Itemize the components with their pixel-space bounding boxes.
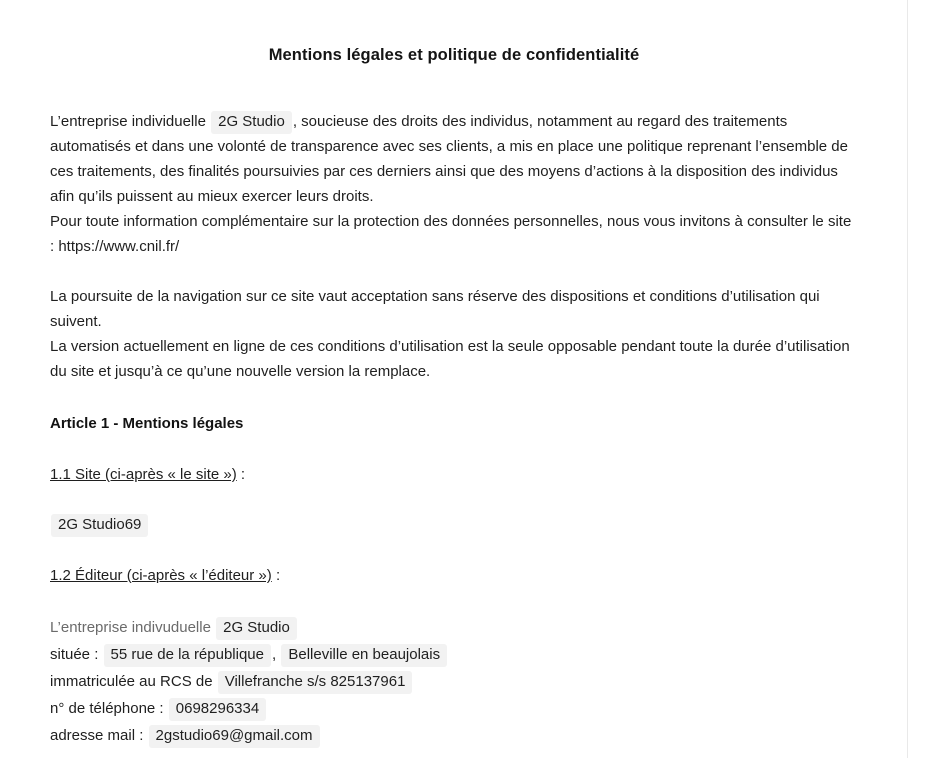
editor-phone-field[interactable]: 0698296334 — [169, 698, 266, 721]
site-name-row — [50, 487, 858, 537]
editor-email-line — [50, 722, 858, 749]
article-1-heading: Article 1 - Mentions légales — [50, 415, 244, 432]
section-1-1-suffix: : — [236, 466, 246, 483]
editor-city-field[interactable]: Belleville en beaujolais — [281, 644, 447, 667]
section-1-2-suffix: : — [271, 567, 281, 584]
intro-lead-text: L’entreprise individuelle — [50, 113, 206, 130]
editor-details-block — [50, 588, 858, 749]
navigation-text: La poursuite de la navigation sur ce site vaut acceptation sans réserve des dispositions et conditions d’utilisation qui suivent. — [50, 288, 820, 330]
editor-email-label: adresse mail : — [50, 727, 144, 744]
editor-address-label: située : — [50, 646, 99, 663]
cnil-line: Pour toute information complémentaire sur la protection des données personnelles, nous vous invitons à consulter le site : https://www.cnil.fr/ — [50, 213, 852, 255]
section-1-1-label: 1.1 Site (ci-après « le site ») — [50, 466, 237, 483]
editor-rcs-field[interactable]: Villefranche s/s 825137961 — [218, 671, 413, 694]
editor-email-field[interactable]: 2gstudio69@gmail.com — [149, 725, 320, 748]
editor-phone-line — [50, 695, 858, 722]
editor-rcs-line — [50, 668, 858, 695]
editor-rcs-label: immatriculée au RCS de — [50, 673, 213, 690]
editor-company-field[interactable]: 2G Studio — [216, 617, 297, 640]
editor-address-separator: , — [272, 646, 277, 663]
editor-phone-label: n° de téléphone : — [50, 700, 164, 717]
editor-address-line — [50, 641, 858, 668]
editor-street-field[interactable]: 55 rue de la république — [104, 644, 271, 667]
section-1-2-label: 1.2 Éditeur (ci-après « l’éditeur ») — [50, 567, 272, 584]
navigation-paragraph — [50, 284, 858, 384]
page-title: Mentions légales et politique de confidentialité — [268, 46, 640, 64]
version-text: La version actuellement en ligne de ces conditions d’utilisation est la seule opposable pendant toute la durée d’utilisation du site et jusqu’à ce qu’une nouvelle version la remplace. — [50, 338, 850, 380]
company-name-field[interactable]: 2G Studio — [211, 111, 292, 134]
page-right-gutter — [907, 0, 928, 758]
site-name-field[interactable]: 2G Studio69 — [51, 514, 148, 537]
section-1-2-heading — [50, 537, 858, 588]
document-content — [0, 109, 908, 749]
intro-rest-text: , soucieuse des droits des individus, notamment au regard des traitements automatisés et dans une volonté de transparence avec ses clients, a mis en place une politique reprenant l’ensemble de ces traitements, des finalités poursuivies par ces derniers ainsi que des moyens d’actions à la disposition des individus afin qu’ils puissent au mieux exercer leurs droits. — [50, 113, 848, 205]
section-1-1-heading — [50, 436, 858, 487]
editor-company-label: L’entreprise indivuduelle — [50, 619, 211, 636]
editor-company-line — [50, 614, 858, 641]
intro-paragraph — [50, 109, 858, 259]
